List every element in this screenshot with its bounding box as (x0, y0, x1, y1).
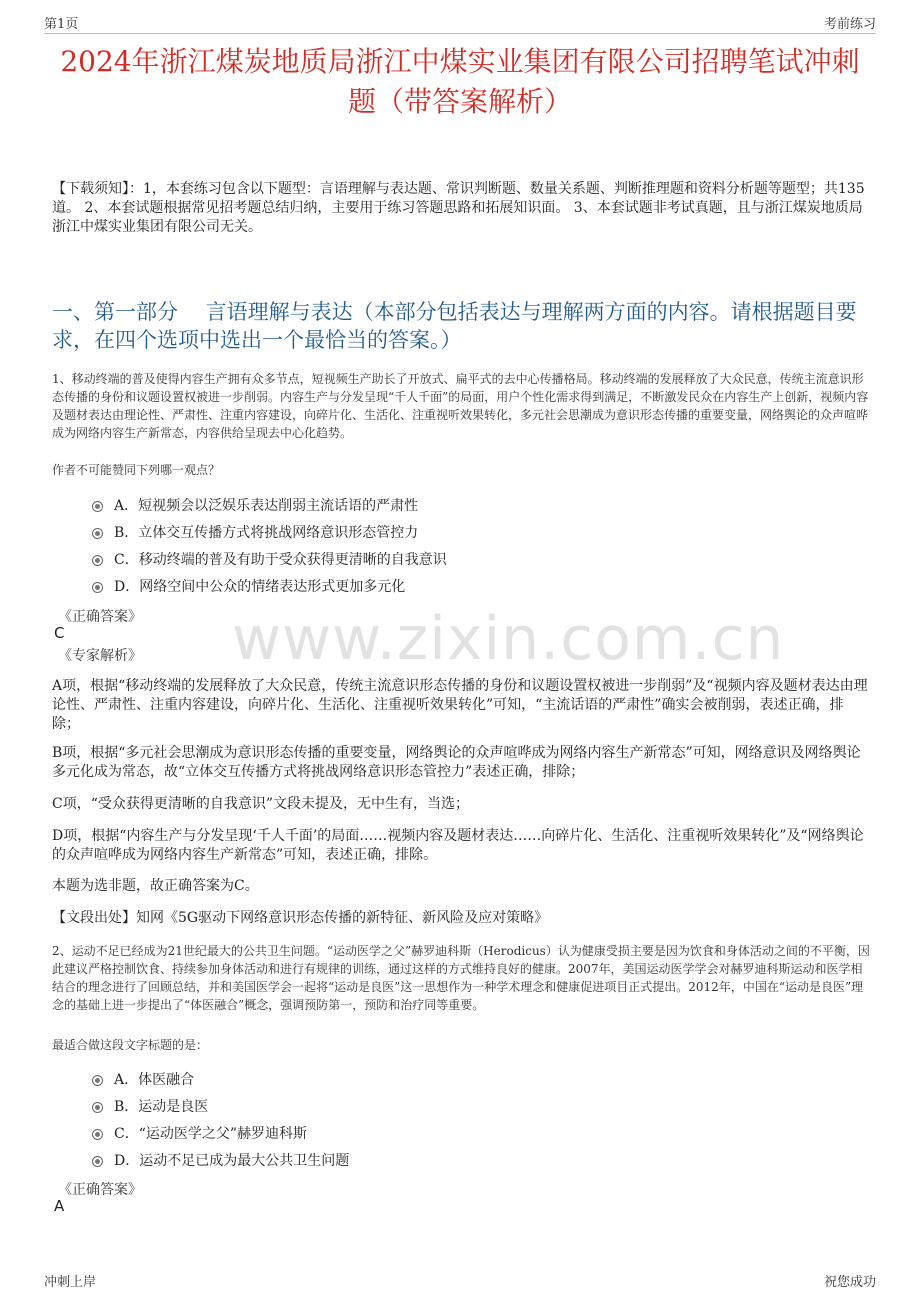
analysis-source: 【文段出处】知网《5G驱动下网络意识形态传播的新特征、新风险及应对策略》 (52, 910, 549, 926)
question-2-answer: A (54, 1197, 65, 1215)
radio-icon[interactable] (92, 1156, 103, 1167)
header-right-label: 考前练习 (823, 17, 876, 32)
download-notice: 【下载须知】：1，本套练习包含以下题型：言语理解与表达题、常识判断题、数量关系题、判断推理题和资料分析题等题型；共135道。 2、本套试题根据常见招考题总结归纳，主要用于练习答题思路和拓展知识面。 3、本套试题非考试真题，且与浙江煤炭地质局浙江中煤实业集团有限公司无关。 (52, 181, 865, 235)
question-1-prompt: 作者不可能赞同下列哪一观点？ (52, 463, 221, 477)
question-1-text: 1、移动终端的普及使得内容生产拥有众多节点，短视频生产助长了开放式、扁平式的去中心传播格局。移动终端的发展释放了大众民意，传统主流意识形态传播的身份和议题设置权被进一步削弱。内容生产与分发呈现“千人千面”的局面，用户个性化需求得到满足，不断激发民众在内容生产上创新，视频内容及题材表达由理论性、严肃性、注重内容建设，向碎片化、生活化、注重视听效果转化，多元社会思潮成为意识形态传播的重要变量，网络舆论的众声喧哗成为网络内容生产新常态，内容供给呈现去中心化趋势。 (52, 372, 869, 440)
analysis-conclusion: 本题为选非题，故正确答案为C。 (52, 878, 259, 894)
watermark: www.zixin.com.cn (232, 604, 785, 674)
radio-icon[interactable] (92, 582, 103, 593)
radio-icon[interactable] (92, 555, 103, 566)
radio-icon[interactable] (92, 1102, 103, 1113)
analysis-option-c: C项，“受众获得更清晰的自我意识”文段未提及，无中生有，当选； (52, 796, 470, 812)
question-2-prompt: 最适合做这段文字标题的是： (52, 1038, 209, 1052)
question-2-answer-label: 《正确答案》 (58, 1182, 142, 1198)
page-number-label: 第1页 (44, 17, 79, 32)
section-title: 一、第一部分 言语理解与表达（本部分包括表达与理解两方面的内容。请根据题目要求，在四个选项中选出一个最恰当的答案。） (52, 300, 857, 352)
question-1-answer: C (54, 624, 65, 642)
analysis-option-a: A项，根据“移动终端的发展释放了大众民意，传统主流意识形态传播的身份和议题设置权被进一步削弱”及“视频内容及题材表达由理论性、严肃性、注重内容建设，向碎片化、生活化、注重视听效果转化”可知，“主流话语的严肃性”确实会被削弱，表述正确，排除； (52, 678, 868, 732)
document-title: 2024年浙江煤炭地质局浙江中煤实业集团有限公司招聘笔试冲刺题（带答案解析） (60, 45, 860, 118)
question-1-analysis-label: 《专家解析》 (58, 648, 142, 664)
radio-icon[interactable] (92, 1075, 103, 1086)
question-2-text: 2、运动不足已经成为21世纪最大的公共卫生问题。“运动医学之父”赫罗迪科斯（Herodicus）认为健康受损主要是因为饮食和身体活动之间的不平衡，因此建议严格控制饮食、持续参加身体活动和进行有规律的训练，通过这样的方式维持良好的健康。2007年，美国运动医学学会对赫罗迪科斯运动和医学相结合的理念进行了回顾总结，并和美国医学会一起将“运动是良医”这一思想作为一种学术理念和健康促进项目正式提出。2012年，中国在“运动是良医”理念的基础上进一步提出了“体医融合”概念，强调预防第一，预防和治疗同等重要。 (52, 944, 870, 1012)
footer-left-label: 冲刺上岸 (44, 1275, 97, 1290)
radio-icon[interactable] (92, 501, 103, 512)
radio-icon[interactable] (92, 1129, 103, 1140)
radio-icon[interactable] (92, 528, 103, 539)
analysis-option-b: B项，根据“多元社会思潮成为意识形态传播的重要变量，网络舆论的众声喧哗成为网络内容生产新常态”可知，网络意识及网络舆论多元化成为常态，故“立体交互传播方式将挑战网络意识形态管控力”表述正确，排除； (52, 745, 861, 780)
footer-right-label: 祝您成功 (823, 1275, 876, 1290)
header-divider (44, 33, 876, 34)
analysis-option-d: D项，根据“内容生产与分发呈现‘千人千面’的局面……视频内容及题材表达……向碎片化、生活化、注重视听效果转化”及“网络舆论的众声喧哗成为网络内容生产新常态”可知，表述正确，排除。 (52, 828, 864, 863)
question-1-answer-label: 《正确答案》 (58, 609, 142, 625)
